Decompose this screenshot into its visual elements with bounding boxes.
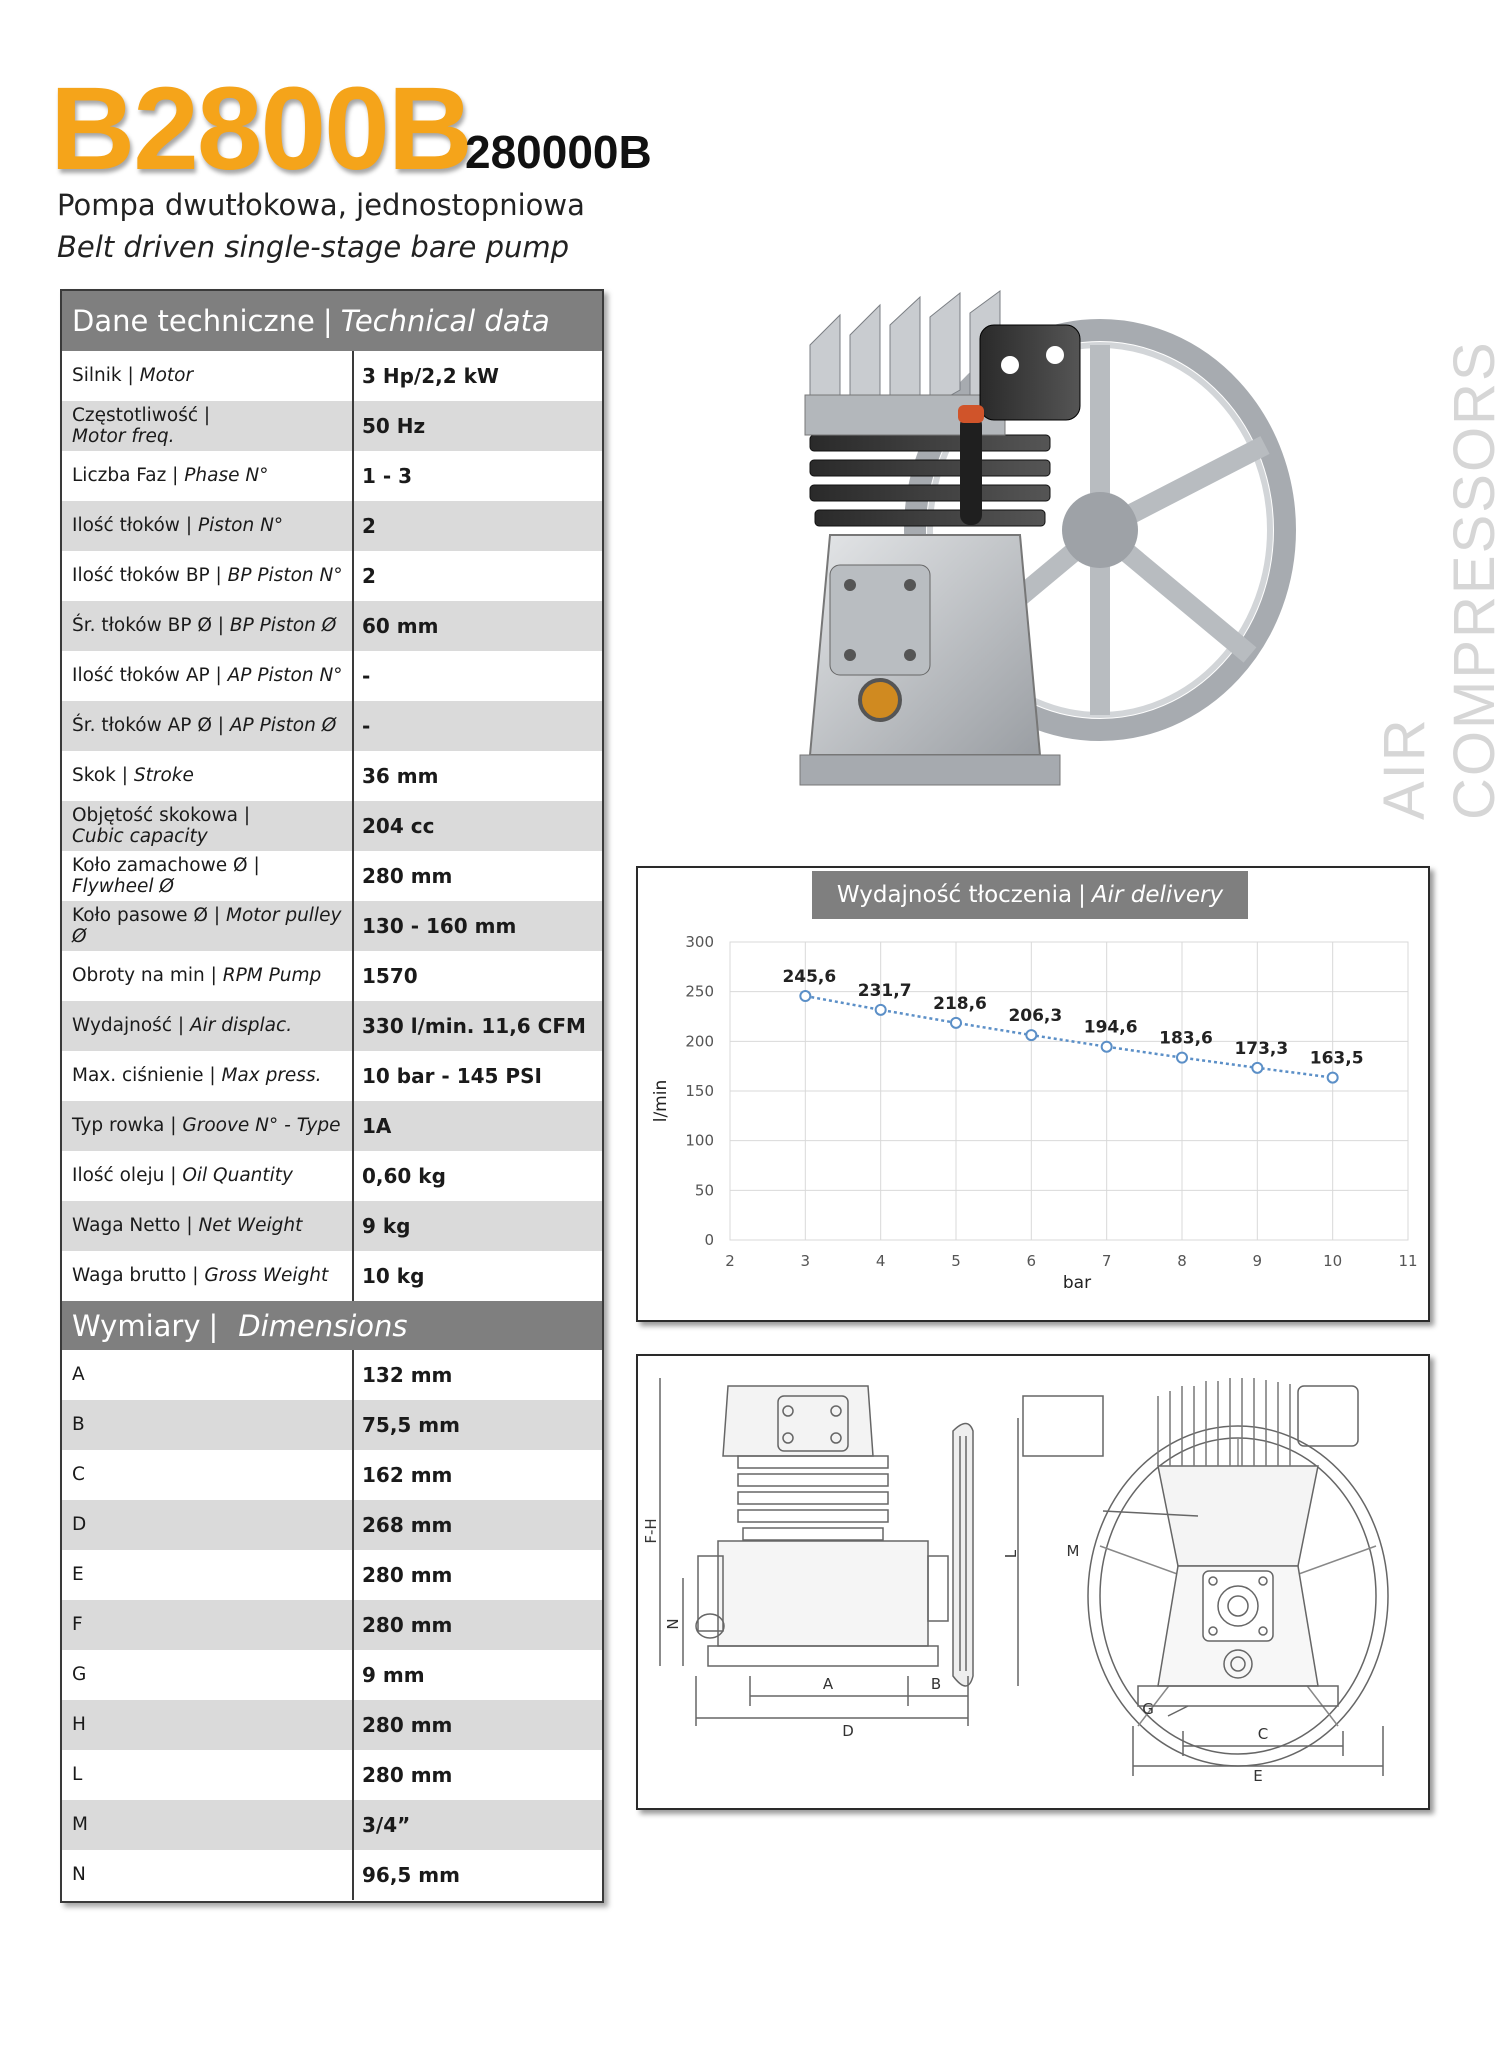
dim-label-b: B [930, 1675, 942, 1693]
spec-label: Waga Netto | Net Weight [62, 1201, 354, 1251]
spec-row [62, 551, 602, 601]
spec-row [62, 401, 602, 451]
spec-label-en: Groove N° - Type [182, 1115, 341, 1137]
dimension-label: H [62, 1700, 354, 1750]
spec-label: Typ rowka | Groove N° - Type [62, 1101, 354, 1151]
spec-label-en: AP Piston N° [227, 665, 343, 687]
spec-value: 10 kg [362, 1264, 425, 1288]
spec-label-en: Piston N° [197, 515, 284, 537]
data-point [1102, 1042, 1112, 1052]
spec-label-pl: Śr. tłoków BP Ø [72, 615, 212, 637]
dimension-value: 132 mm [362, 1363, 453, 1387]
y-tick-label: 300 [685, 933, 714, 951]
dimension-label: C [62, 1450, 354, 1500]
spec-row [62, 801, 602, 851]
spec-value: 10 bar - 145 PSI [362, 1064, 542, 1088]
spec-value: 1 - 3 [362, 464, 413, 488]
spec-row [62, 651, 602, 701]
dim-label-m: M [1066, 1542, 1080, 1560]
y-tick-label: 150 [685, 1082, 714, 1100]
spec-label: Obroty na min | RPM Pump [62, 951, 354, 1001]
dimension-drawing [636, 1354, 1430, 1810]
chart-title-pl: Wydajność tłoczenia [836, 882, 1073, 908]
spec-label-en: Oil Quantity [182, 1165, 293, 1187]
spec-row [62, 1151, 602, 1201]
x-tick-label: 4 [875, 1252, 886, 1270]
y-tick-label: 100 [685, 1131, 714, 1150]
spec-value: 50 Hz [362, 414, 426, 438]
spec-label-pl: Max. ciśnienie [72, 1065, 204, 1087]
dimension-value: 268 mm [362, 1513, 453, 1537]
spec-label-en: Max press. [221, 1065, 322, 1087]
spec-label [62, 801, 354, 851]
spec-table [60, 289, 604, 1903]
spec-label: Liczba Faz | Phase N° [62, 451, 354, 501]
dimension-label: B [62, 1400, 354, 1450]
spec-label: Śr. tłoków AP Ø | AP Piston Ø [62, 701, 354, 751]
dimension-row [62, 1750, 602, 1800]
dimension-value: 280 mm [362, 1713, 453, 1737]
x-tick-label: 9 [1252, 1252, 1263, 1270]
y-tick-label: 0 [704, 1231, 714, 1249]
data-label: 173,3 [1234, 1038, 1289, 1059]
spec-label-en: Motor pulley Ø [72, 904, 342, 947]
spec-label-en: AP Piston Ø [229, 715, 337, 737]
spec-label: Koło zamachowe Ø | Flywheel Ø [62, 851, 354, 901]
model-title: B2800B [50, 63, 471, 195]
chart-plot [638, 868, 1428, 1320]
spec-label-en: Cubic capacity [72, 826, 208, 847]
spec-value: 130 - 160 mm [362, 914, 517, 938]
spec-value: 280 mm [362, 864, 453, 888]
spec-value: - [362, 714, 371, 738]
data-label: 163,5 [1309, 1048, 1364, 1069]
dimension-row [62, 1400, 602, 1450]
data-point [800, 991, 810, 1001]
dimension-row [62, 1450, 602, 1500]
spec-label-pl: Skok [72, 765, 116, 787]
spec-label-pl: Wydajność [72, 1015, 172, 1037]
spec-label: Śr. tłoków BP Ø | BP Piston Ø [62, 601, 354, 651]
spec-row [62, 501, 602, 551]
side-vertical-text: AIR COMPRESSORS [1372, 340, 1507, 820]
dimensions-title-pl: Wymiary [72, 1308, 201, 1343]
spec-label-en: Flywheel Ø [72, 876, 174, 897]
x-tick-label: 6 [1026, 1252, 1037, 1270]
spec-label: Ilość tłoków AP | AP Piston N° [62, 651, 354, 701]
spec-row [62, 1201, 602, 1251]
dimension-row [62, 1500, 602, 1550]
data-label: 231,7 [857, 980, 912, 1001]
x-tick-label: 5 [951, 1252, 961, 1270]
dimension-row [62, 1350, 602, 1400]
dimension-row [62, 1700, 602, 1750]
spec-label-pl: Ilość tłoków [72, 515, 180, 537]
x-axis-label: bar [1062, 1273, 1092, 1293]
dimension-value: 96,5 mm [362, 1863, 460, 1887]
spec-value: - [362, 664, 371, 688]
spec-label-pl: Typ rowka [72, 1115, 165, 1137]
spec-label: Waga brutto | Gross Weight [62, 1251, 354, 1301]
x-tick-label: 10 [1323, 1252, 1343, 1270]
dimension-value: 280 mm [362, 1763, 453, 1787]
spec-row [62, 701, 602, 751]
dimensions-title-en: Dimensions [238, 1308, 408, 1343]
spec-row [62, 601, 602, 651]
spec-value: 2 [362, 564, 376, 588]
spec-row [62, 851, 602, 901]
x-tick-label: 11 [1398, 1252, 1418, 1270]
data-point [1026, 1030, 1036, 1040]
spec-label: Ilość tłoków BP | BP Piston N° [62, 551, 354, 601]
dim-label-g: G [1142, 1700, 1154, 1718]
spec-label-en: Net Weight [198, 1215, 303, 1237]
data-point [876, 1005, 886, 1015]
dim-label-l: L [1002, 1549, 1020, 1559]
y-axis-label: l/min [651, 1079, 671, 1123]
dimension-row [62, 1850, 602, 1900]
spec-label: Silnik | Motor [62, 351, 354, 401]
dimension-label: D [62, 1500, 354, 1550]
spec-value: 60 mm [362, 614, 439, 638]
dim-label-fh: F-H [642, 1518, 660, 1544]
data-label: 194,6 [1083, 1017, 1138, 1038]
spec-label-pl: Liczba Faz [72, 465, 167, 487]
subtitle-polish: Pompa dwutłokowa, jednostopniowa [57, 188, 585, 222]
spec-label-pl: Śr. tłoków AP Ø [72, 715, 212, 737]
dim-label-a: A [822, 1675, 834, 1693]
spec-row [62, 1001, 602, 1051]
dim-label-n: N [664, 1618, 682, 1630]
dimensions-header: Wymiary | Dimensions [62, 1301, 602, 1350]
dimension-row [62, 1550, 602, 1600]
spec-label: Skok | Stroke [62, 751, 354, 801]
dimension-label: L [62, 1750, 354, 1800]
spec-label-pl: Obroty na min [72, 965, 205, 987]
spec-row [62, 951, 602, 1001]
spec-label: Max. ciśnienie | Max press. [62, 1051, 354, 1101]
spec-row [62, 1051, 602, 1101]
spec-row [62, 451, 602, 501]
spec-label: Wydajność | Air displac. [62, 1001, 354, 1051]
technical-title-en: Technical data [340, 304, 550, 338]
data-label: 183,6 [1159, 1028, 1213, 1049]
spec-label-en: BP Piston N° [227, 565, 343, 587]
data-label: 206,3 [1008, 1006, 1063, 1027]
x-tick-label: 2 [725, 1252, 735, 1270]
spec-label-pl: Koło zamachowe Ø [72, 854, 248, 876]
dim-label-d: D [842, 1722, 854, 1740]
spec-value: 330 l/min. 11,6 CFM [362, 1014, 586, 1038]
dimension-value: 75,5 mm [362, 1413, 460, 1437]
spec-label-en: Gross Weight [204, 1265, 329, 1287]
dimension-row [62, 1600, 602, 1650]
spec-label-en: Motor freq. [72, 426, 175, 447]
spec-row [62, 901, 602, 951]
pump-image [770, 285, 1290, 805]
x-tick-label: 7 [1101, 1252, 1112, 1270]
spec-value: 3 Hp/2,2 kW [362, 364, 499, 388]
spec-label-pl: Ilość tłoków AP [72, 665, 210, 687]
data-point [951, 1018, 961, 1028]
spec-row [62, 351, 602, 401]
model-code: 280000B [465, 126, 652, 178]
dimension-label: E [62, 1550, 354, 1600]
spec-label: Koło pasowe Ø | Motor pulley Ø [62, 901, 354, 951]
dimension-row [62, 1650, 602, 1700]
spec-value: 0,60 kg [362, 1164, 446, 1188]
dimension-label: N [62, 1850, 354, 1900]
data-point [1252, 1063, 1262, 1073]
spec-value: 9 kg [362, 1214, 411, 1238]
dimension-value: 3/4” [362, 1813, 411, 1837]
dimension-row [62, 1800, 602, 1850]
spec-label-pl: Waga Netto [72, 1215, 181, 1237]
chart-title: Wydajność tłoczenia | Air delivery [836, 882, 1224, 908]
x-tick-label: 8 [1177, 1252, 1187, 1270]
chart-title-en: Air delivery [1091, 882, 1224, 908]
spec-label-en: BP Piston Ø [229, 615, 337, 637]
y-tick-label: 50 [694, 1181, 714, 1200]
y-tick-label: 250 [685, 982, 714, 1001]
spec-label-pl: Objętość skokowa | [72, 804, 251, 826]
subtitle-english: Belt driven single-stage bare pump [57, 230, 570, 264]
dimension-label: F [62, 1600, 354, 1650]
dimension-value: 280 mm [362, 1613, 453, 1637]
data-label: 218,6 [933, 993, 987, 1014]
spec-row [62, 751, 602, 801]
technical-data-header: Dane techniczne | Technical data [62, 291, 602, 351]
spec-label-pl: Silnik [72, 365, 122, 387]
air-delivery-chart [636, 866, 1430, 1322]
spec-label-pl: Częstotliwość | [72, 404, 211, 426]
spec-label-en: Phase N° [184, 465, 269, 487]
spec-label [62, 401, 354, 451]
spec-label-en: Motor [139, 365, 194, 387]
data-label: 245,6 [782, 967, 837, 988]
spec-value: 36 mm [362, 764, 439, 788]
spec-label-pl: Waga brutto [72, 1265, 187, 1287]
dim-label-e: E [1253, 1767, 1263, 1785]
dimension-label: M [62, 1800, 354, 1850]
dimension-value: 280 mm [362, 1563, 453, 1587]
spec-label-en: Air displac. [190, 1015, 293, 1037]
spec-value: 1A [362, 1114, 392, 1138]
dimension-drawing-svg [638, 1356, 1428, 1808]
dimension-label: G [62, 1650, 354, 1700]
spec-label-pl: Ilość tłoków BP [72, 565, 210, 587]
dimension-label: A [62, 1350, 354, 1400]
spec-label: Ilość oleju | Oil Quantity [62, 1151, 354, 1201]
dimension-value: 162 mm [362, 1463, 453, 1487]
data-point [1177, 1053, 1187, 1063]
y-tick-label: 200 [685, 1032, 714, 1051]
spec-label-en: RPM Pump [222, 965, 322, 987]
dim-label-c: C [1257, 1725, 1269, 1743]
spec-row [62, 1101, 602, 1151]
spec-label: Ilość tłoków | Piston N° [62, 501, 354, 551]
spec-label-pl: Ilość oleju [72, 1165, 165, 1187]
technical-title-pl: Dane techniczne [72, 304, 315, 338]
spec-value: 2 [362, 514, 376, 538]
spec-label-pl: Koło pasowe Ø [72, 904, 208, 926]
x-tick-label: 3 [800, 1252, 811, 1270]
spec-row [62, 1251, 602, 1301]
spec-value: 204 cc [362, 814, 435, 838]
dimension-value: 9 mm [362, 1663, 425, 1687]
spec-value: 1570 [362, 964, 418, 988]
spec-label-en: Stroke [133, 765, 194, 787]
data-point [1328, 1073, 1338, 1083]
